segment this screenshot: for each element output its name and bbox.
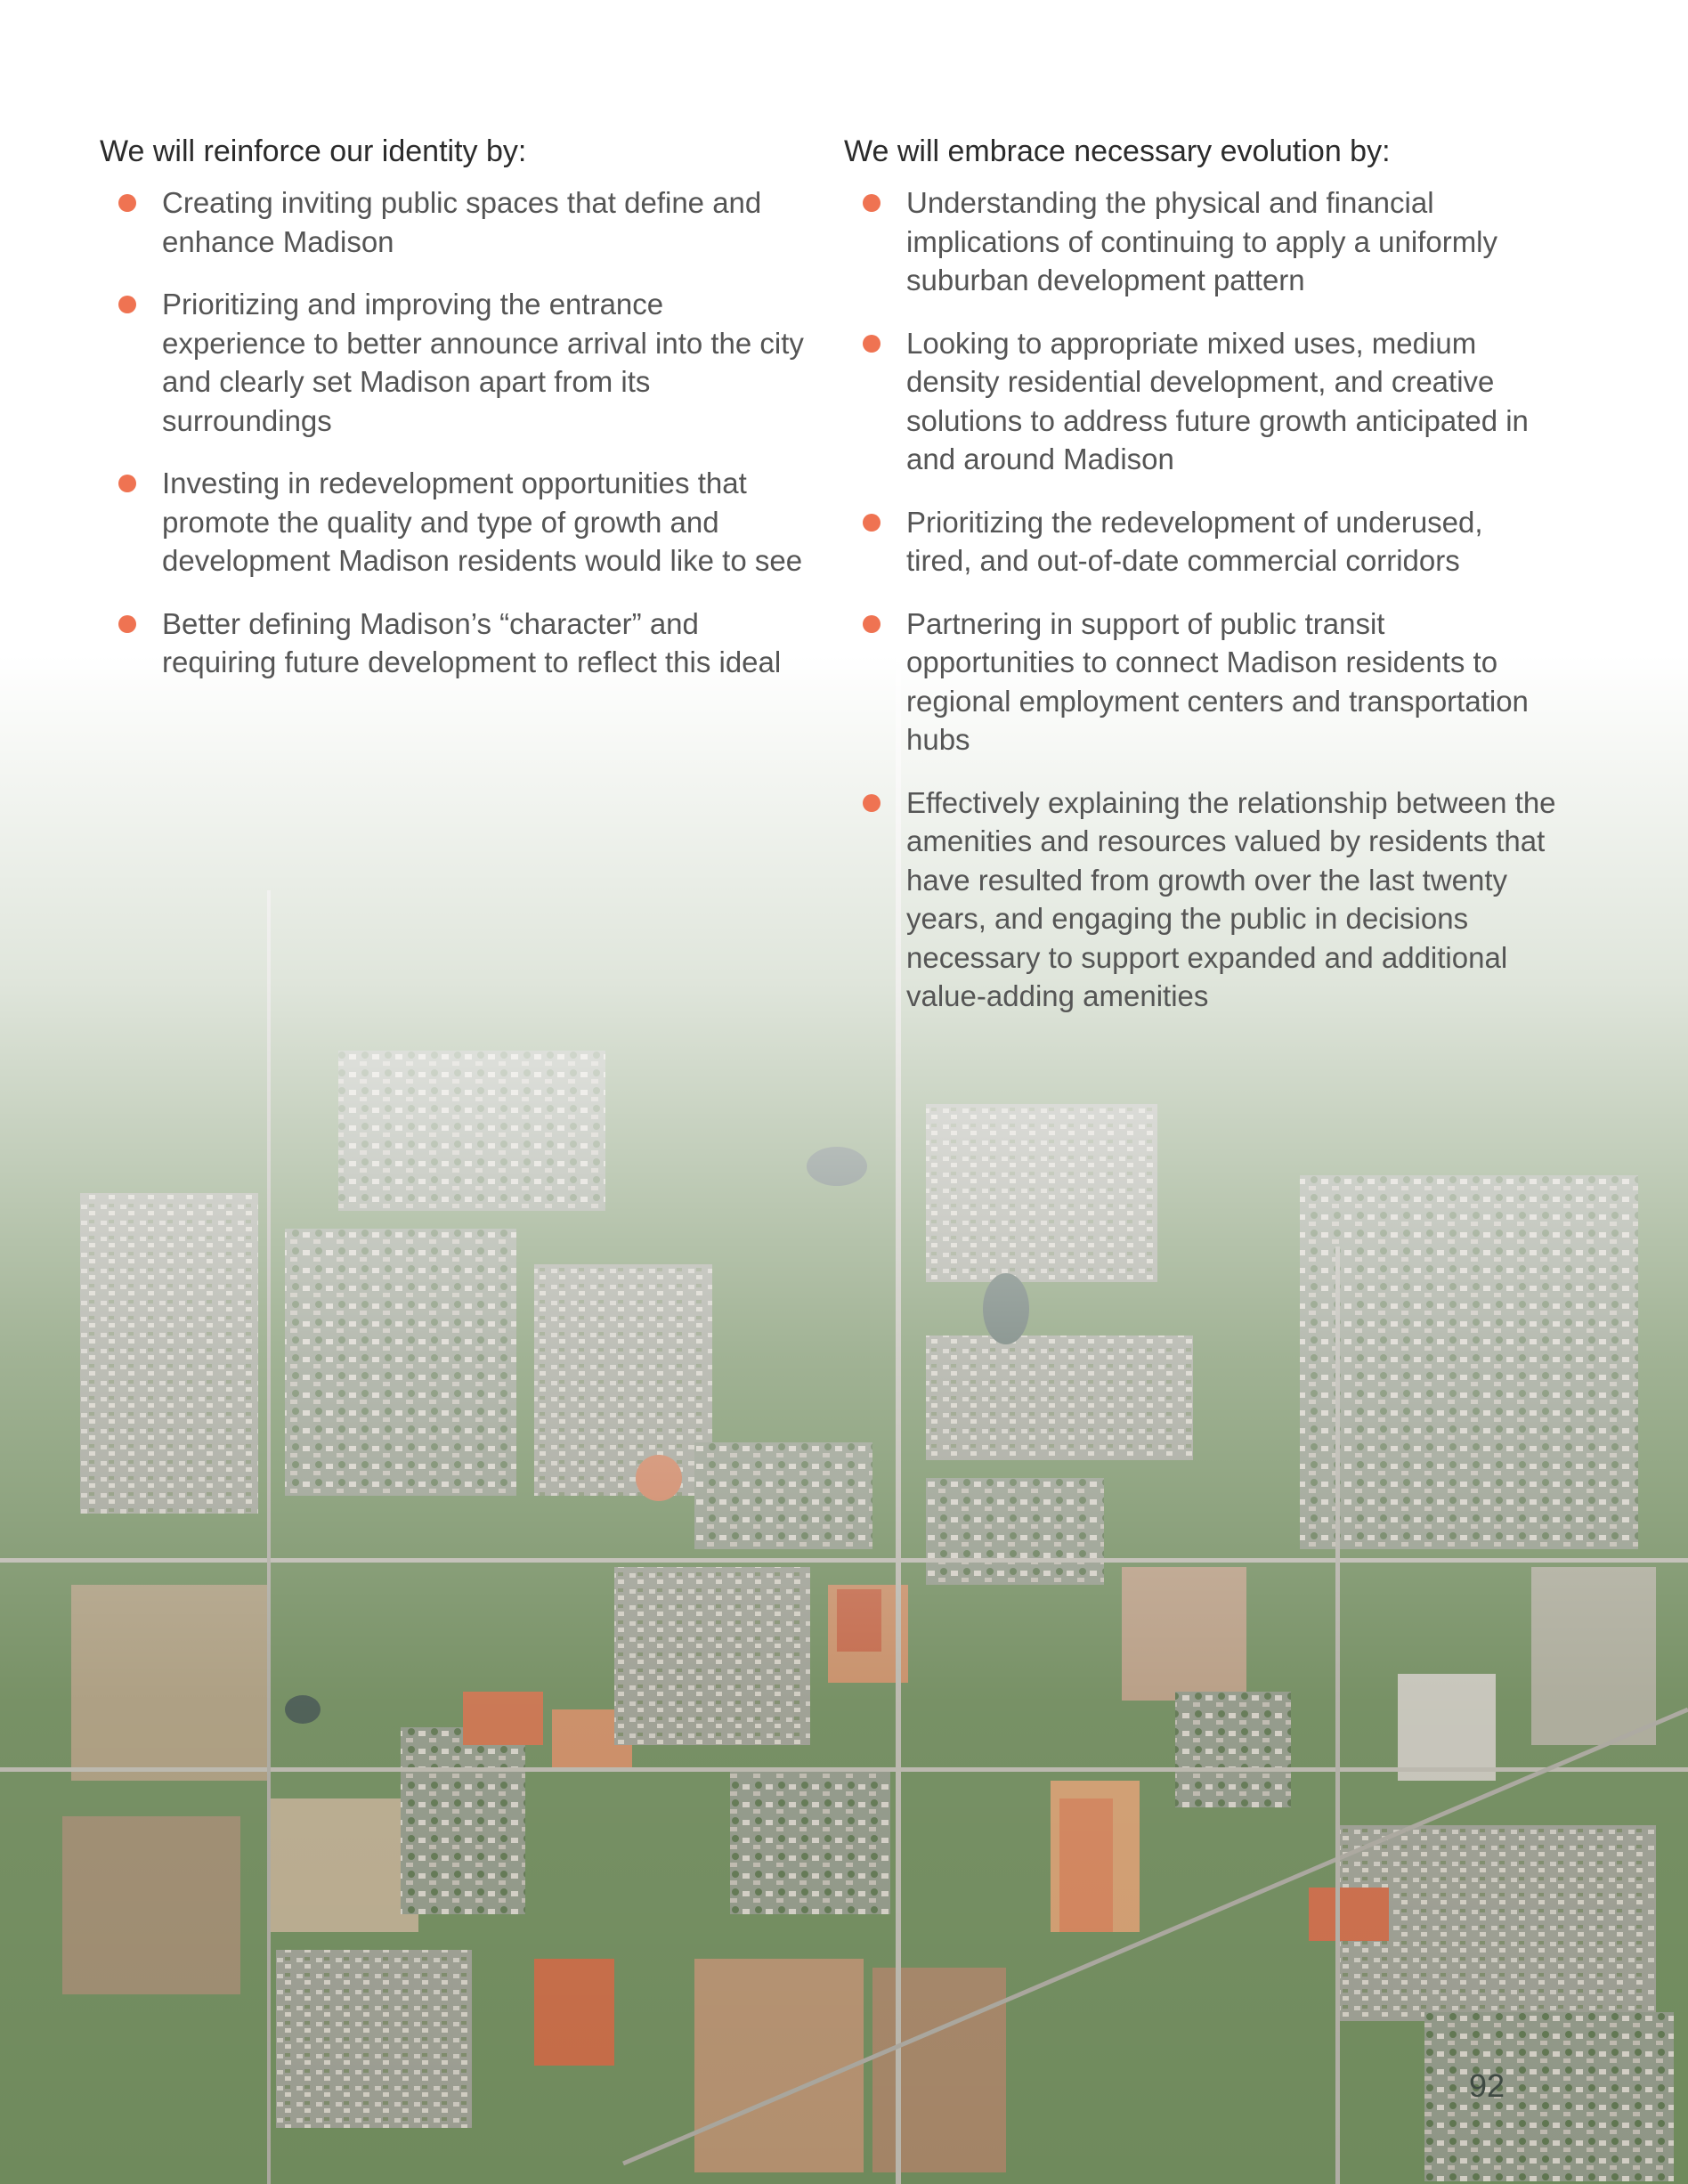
list-item-text: Partnering in support of public transit opportunities to connect Madison residents to regional employment centers and transportation hubs [906, 606, 1529, 756]
identity-heading: We will reinforce our identity by: [100, 134, 527, 168]
bullet-dot-icon [118, 615, 136, 633]
list-item [844, 605, 1556, 759]
list-item-text: Investing in redevelopment opportunities that promote the quality and type of growth and development Madison residents would like to see [162, 467, 803, 577]
list-item-text: Prioritizing and improving the entrance experience to better announce arrival into the city and clearly set Madison apart from its surroundings [162, 288, 804, 437]
list-item [100, 605, 812, 682]
bullet-dot-icon [863, 794, 881, 812]
list-item [844, 324, 1556, 479]
list-item-text: Prioritizing the redevelopment of underused, tired, and out-of-date commercial corridors [906, 505, 1483, 577]
identity-column [100, 130, 812, 706]
bullet-dot-icon [118, 475, 136, 492]
identity-list [100, 183, 812, 682]
evolution-list [844, 183, 1556, 1016]
bullet-dot-icon [863, 514, 881, 532]
bullet-dot-icon [118, 296, 136, 313]
list-item [100, 183, 812, 261]
list-item [844, 503, 1556, 581]
list-item [844, 783, 1556, 1016]
list-item-text: Creating inviting public spaces that define and enhance Madison [162, 186, 762, 258]
list-item [100, 285, 812, 440]
list-item-text: Effectively explaining the relationship between the amenities and resources valued by residents that have resulted from growth over the last twenty years, and engaging the public in decisions necessary to support expanded and additional value-adding amenities [906, 785, 1556, 1012]
list-item [844, 183, 1556, 300]
bullet-dot-icon [863, 194, 881, 212]
evolution-column [844, 130, 1556, 1040]
list-item-text: Better defining Madison’s “character” and requiring future development to reflect this ideal [162, 606, 782, 678]
bullet-dot-icon [118, 194, 136, 212]
page-number: 92 [1469, 2067, 1505, 2104]
list-item [100, 464, 812, 581]
bullet-dot-icon [863, 615, 881, 633]
bullet-dot-icon [863, 335, 881, 353]
list-item-text: Looking to appropriate mixed uses, medium density residential development, and creative solutions to address future growth anticipated in and around Madison [906, 326, 1529, 475]
evolution-heading: We will embrace necessary evolution by: [844, 134, 1391, 168]
list-item-text: Understanding the physical and financial implications of continuing to apply a uniformly suburban development pattern [906, 186, 1498, 296]
